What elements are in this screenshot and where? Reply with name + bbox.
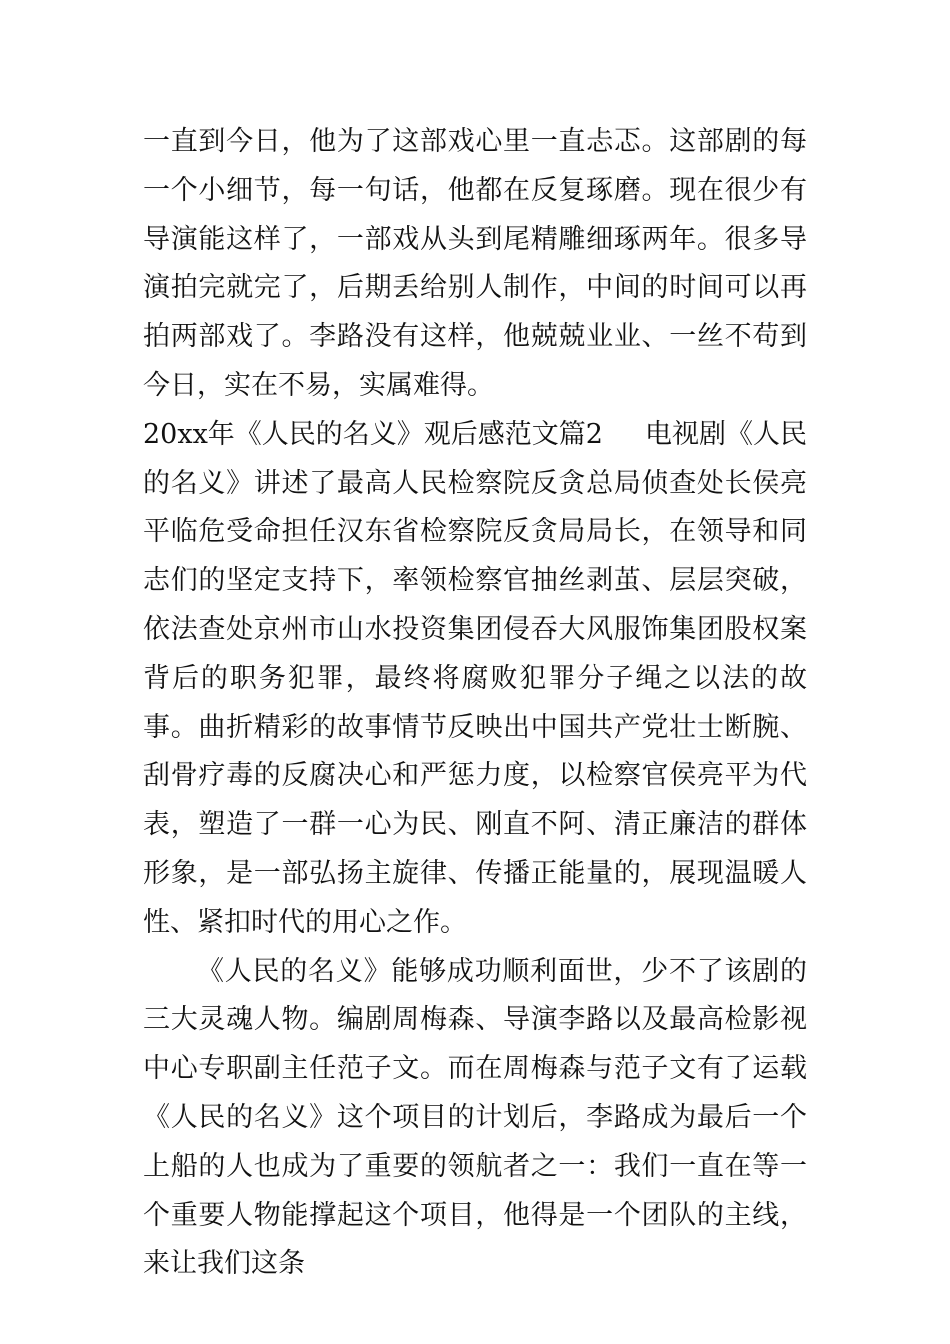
paragraph-section-2 xyxy=(143,411,807,948)
paragraph-closing: 《人民的名义》能够成功顺利面世，少不了该剧的三大灵魂人物。编剧周梅森、导演李路以及最高检影视中心专职副主任范子文。而在周梅森与范子文有了运载《人民的名义》这个项目的计划后，李路成为最后一个上船的人也成为了重要的领航者之一：我们一直在等一个重要人物能撑起这个项目，他得是一个团队的主线，来让我们这条 xyxy=(143,955,807,1280)
section-body: 电视剧《人民的名义》讲述了最高人民检察院反贪总局侦查处长侯亮平临危受命担任汉东省检察院反贪局局长，在领导和同志们的坚定支持下，率领检察官抽丝剥茧、层层突破，依法查处京州市山水投资集团侵吞大风服饰集团股权案背后的职务犯罪，最终将腐败犯罪分子绳之以法的故事。曲折精彩的故事情节反映出中国共产党壮士断腕、刮骨疗毒的反腐决心和严惩力度，以检察官侯亮平为代表，塑造了一群一心为民、刚直不阿、清正廉洁的群体形象，是一部弘扬主旋律、传播正能量的，展现温暖人性、紧扣时代的用心之作。 xyxy=(143,418,807,938)
paragraph-opening: 一直到今日，他为了这部戏心里一直忐忑。这部剧的每一个小细节，每一句话，他都在反复琢磨。现在很少有导演能这样了，一部戏从头到尾精雕细琢两年。很多导演拍完就完了，后期丢给别人制作，中间的时间可以再拍两部戏了。李路没有这样，他兢兢业业、一丝不苟到今日，实在不易，实属难得。 xyxy=(143,126,807,401)
document-page xyxy=(143,118,807,1289)
section-heading: 20xx年《人民的名义》观后感范文篇2 xyxy=(143,418,603,450)
